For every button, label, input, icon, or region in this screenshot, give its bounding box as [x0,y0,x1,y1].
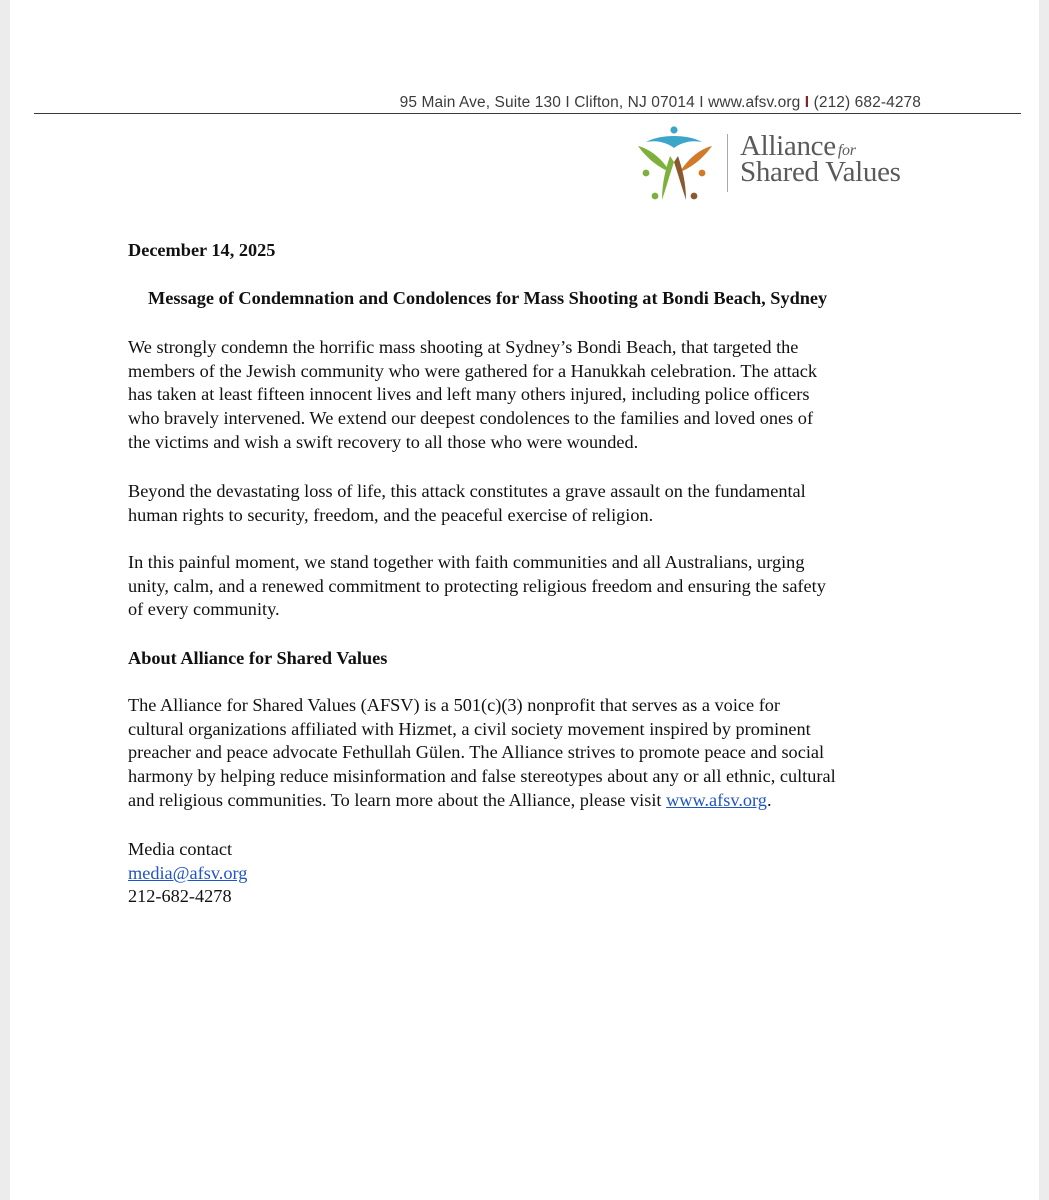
header-address [400,94,921,112]
media-contact [128,838,247,909]
paragraph-assault [128,480,938,527]
logo-divider [727,134,728,192]
letter-title: Message of Condemnation and Condolences for Mass Shooting at Bondi Beach, Sydney [148,288,828,308]
logo-wordmark [740,132,901,187]
text-line: The Alliance for Shared Values (AFSV) is a 501(c)(3) nonprofit that serves as a voice for [128,695,781,715]
logo-word-for: for [837,142,856,159]
text-line: who bravely intervened. We extend our deepest condolences to the families and loved ones of [128,408,814,429]
text-line: harmony by helping reduce misinformation and false stereotypes about any or all ethnic, cultural [128,766,836,787]
address-city: Clifton, NJ 07014 [574,94,695,111]
address-phone: (212) 682-4278 [813,94,921,111]
text-line-suffix: . [766,789,772,810]
address-separator: I [699,94,704,111]
text-line: the victims and wish a swift recovery to all those who were wounded. [128,431,639,452]
text-line: preacher and peace advocate Fethullah Gülen. The Alliance strives to promote peace and social [128,742,825,763]
letter-date: December 14, 2025 [128,240,276,260]
text-line-prefix: and religious communities. To learn more about the Alliance, please visit [128,789,667,810]
alliance-logo-icon [632,126,716,204]
text-line: Beyond the devastating loss of life, this attack constitutes a grave assault on the fundamental [128,481,806,501]
text-line: In this painful moment, we stand together with faith communities and all Australians, urging [128,552,805,572]
address-website[interactable]: www.afsv.org [708,94,801,111]
afsv-website-link[interactable]: www.afsv.org [666,789,767,810]
logo-word-alliance: Alliance [740,130,836,162]
contact-label: Media contact [128,839,233,859]
contact-email-link[interactable]: media@afsv.org [128,862,248,883]
letter-page [10,0,1039,1200]
text-line: unity, calm, and a renewed commitment to protecting religious freedom and ensuring the safety [128,575,826,596]
contact-phone: 212-682-4278 [128,886,232,907]
about-heading: About Alliance for Shared Values [128,648,388,668]
address-separator: I [804,94,810,111]
text-line: cultural organizations affiliated with Hizmet, a civil society movement inspired by prominent [128,718,811,739]
text-line: human rights to security, freedom, and the peaceful exercise of religion. [128,504,654,525]
text-line [128,789,938,813]
header-divider [34,113,1021,114]
address-separator: I [565,94,570,111]
paragraph-condemnation [128,336,938,455]
text-line: members of the Jewish community who were gathered for a Hanukkah celebration. The attack [128,360,818,381]
logo-word-shared-values: Shared Values [740,156,901,188]
text-line: has taken at least fifteen innocent lives and left many others injured, including police officers [128,384,810,405]
address-street: 95 Main Ave, Suite 130 [399,94,561,111]
text-line: We strongly condemn the horrific mass shooting at Sydney’s Bondi Beach, that targeted the [128,337,799,357]
paragraph-solidarity [128,551,938,622]
text-line: of every community. [128,599,280,620]
afsv-logo [632,124,932,204]
paragraph-about [128,694,938,813]
